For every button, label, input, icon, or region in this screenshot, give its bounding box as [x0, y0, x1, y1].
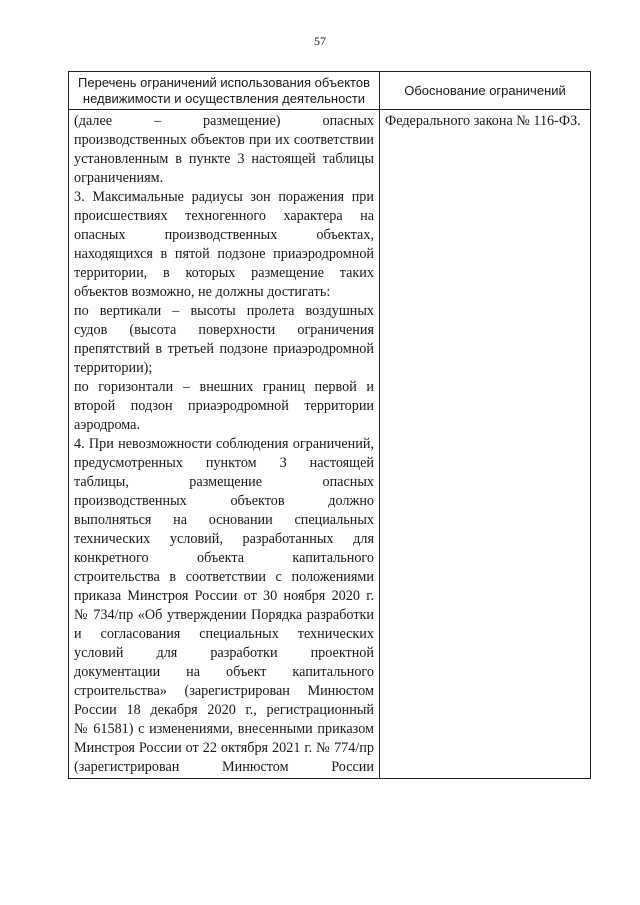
text-line: и согласования специальных технических	[74, 626, 374, 642]
text-line: технических условий, разработанных для	[74, 531, 374, 547]
text-line: выполняться на основании специальных	[74, 512, 374, 528]
header-divider	[69, 109, 590, 110]
text-line: 4. При невозможности соблюдения ограничений,	[74, 436, 374, 452]
justification-text-cell	[385, 112, 585, 131]
text-line: препятствий в третьей подзоне приаэродромной	[74, 341, 374, 357]
text-line: находящихся в пятой подзоне приаэродромной	[74, 246, 374, 262]
text-line: производственных объектов должно	[74, 493, 374, 509]
text-line: № 734/пр «Об утверждении Порядка разработки	[74, 607, 374, 623]
text-line: предусмотренных пунктом 3 настоящей	[74, 455, 374, 471]
text-line: судов (высота поверхности ограничения	[74, 322, 374, 338]
text-line: (зарегистрирован Минюстом России	[74, 759, 374, 775]
text-line: второй подзон приаэродромной территории	[74, 398, 374, 414]
text-line: установленным в пункте 3 настоящей таблицы	[74, 151, 374, 167]
text-line: условий для разработки проектной	[74, 645, 374, 661]
text-line: аэродрома.	[74, 417, 141, 433]
text-line: производственных объектов при их соответствии	[74, 132, 374, 148]
text-line: по горизонтали – внешних границ первой и	[74, 379, 374, 395]
text-line: таблицы, размещение опасных	[74, 474, 374, 490]
text-line: № 61581) с изменениями, внесенными приказом	[74, 721, 374, 737]
text-line: России 18 декабря 2020 г., регистрационный	[74, 702, 374, 718]
text-line: конкретного объекта капитального	[74, 550, 374, 566]
text-line: по вертикали – высоты пролета воздушных	[74, 303, 374, 319]
text-line: документации на объект капитального	[74, 664, 374, 680]
text-line: территории);	[74, 360, 153, 376]
column-divider	[379, 72, 380, 778]
text-line: Минстроя России от 22 октября 2021 г. № 774/пр	[74, 740, 374, 756]
text-line: происшествиях техногенного характера на	[74, 208, 374, 224]
page-number: 57	[314, 34, 326, 48]
restrictions-table	[68, 71, 591, 779]
text-line: объектов возможно, не должны достигать:	[74, 284, 331, 300]
text-line: 3. Максимальные радиусы зон поражения при	[74, 189, 374, 205]
text-line: территории, в которых размещение таких	[74, 265, 374, 281]
text-line: строительства» (зарегистрирован Минюстом	[74, 683, 374, 699]
text-line: строительства в соответствии с положениями	[74, 569, 374, 585]
restrictions-text-cell	[74, 112, 374, 777]
text-line: опасных производственных объектах,	[74, 227, 374, 243]
header-justification: Обоснование ограничений	[404, 83, 566, 98]
text-line: (далее – размещение) опасных	[74, 113, 374, 129]
text-line: ограничениям.	[74, 170, 164, 186]
header-restrictions-list: Перечень ограничений использования объектов недвижимости и осуществления деятельности	[78, 75, 370, 106]
text-line: приказа Минстроя России от 30 ноября 2020 г.	[74, 588, 374, 604]
justification-text: Федерального закона № 116-ФЗ.	[385, 113, 581, 129]
